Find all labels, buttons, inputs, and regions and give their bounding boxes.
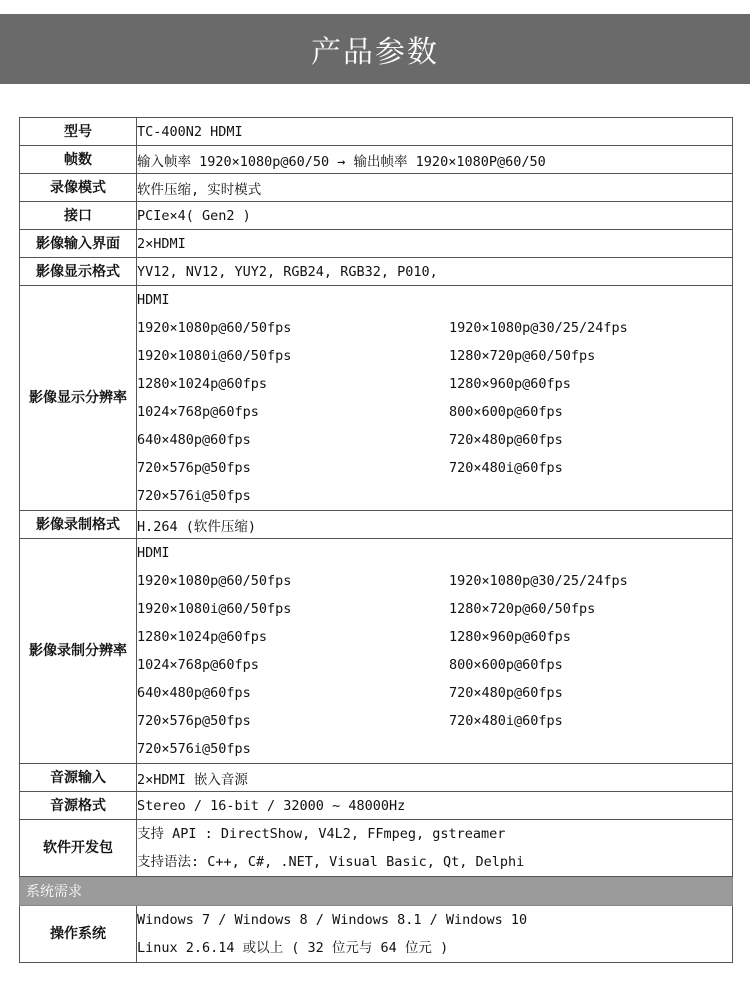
value-record-resolution xyxy=(137,539,733,764)
resolution-item: 1280×960p@60fps xyxy=(449,629,571,645)
row-display-resolution xyxy=(20,286,733,511)
label-record-mode: 录像模式 xyxy=(20,174,137,202)
os-linux-line: Linux 2.6.14 或以上 ( 32 位元与 64 位元 ) xyxy=(137,940,449,956)
label-audio-input: 音源输入 xyxy=(20,764,137,792)
value-audio-format: Stereo / 16-bit / 32000 ~ 48000Hz xyxy=(137,792,733,820)
resolution-item: 1920×1080p@30/25/24fps xyxy=(449,573,628,589)
row-audio-input xyxy=(20,764,733,792)
label-display-resolution: 影像显示分辨率 xyxy=(20,286,137,511)
resolution-item: 720×480i@60fps xyxy=(449,460,563,476)
value-interface: PCIe×4( Gen2 ) xyxy=(137,202,733,230)
value-sdk xyxy=(137,820,733,877)
resolution-item: 1280×960p@60fps xyxy=(449,376,571,392)
row-model xyxy=(20,118,733,146)
resolution-item: 720×576i@50fps xyxy=(137,488,251,504)
sdk-language-line: 支持语法: C++, C#, .NET, Visual Basic, Qt, Delphi xyxy=(137,854,525,870)
os-windows-line: Windows 7 / Windows 8 / Windows 8.1 / Windows 10 xyxy=(137,912,528,928)
resolution-item: 800×600p@60fps xyxy=(449,657,563,673)
resolution-item: 720×480p@60fps xyxy=(449,685,563,701)
value-video-input: 2×HDMI xyxy=(137,230,733,258)
resolution-item: 1280×720p@60/50fps xyxy=(449,348,596,364)
row-audio-format xyxy=(20,792,733,820)
resolution-item: 1920×1080p@60/50fps xyxy=(137,573,292,589)
label-video-input: 影像输入界面 xyxy=(20,230,137,258)
label-record-format: 影像录制格式 xyxy=(20,511,137,539)
resolution-item: 640×480p@60fps xyxy=(137,685,251,701)
value-model: TC-400N2 HDMI xyxy=(137,118,733,146)
resolution-item: 1280×720p@60/50fps xyxy=(449,601,596,617)
label-model: 型号 xyxy=(20,118,137,146)
value-audio-input: 2×HDMI 嵌入音源 xyxy=(137,764,733,792)
resolution-item: 720×576p@50fps xyxy=(137,460,251,476)
row-record-mode xyxy=(20,174,733,202)
section-header xyxy=(20,877,733,906)
sdk-api-line: 支持 API : DirectShow, V4L2, FFmpeg, gstreamer xyxy=(137,826,506,842)
resolution-empty xyxy=(449,482,732,510)
resolution-item: 800×600p@60fps xyxy=(449,404,563,420)
row-record-resolution xyxy=(20,539,733,764)
value-record-mode: 软件压缩, 实时模式 xyxy=(137,174,733,202)
value-display-format: YV12, NV12, YUY2, RGB24, RGB32, P010, xyxy=(137,258,733,286)
resolution-item: 1920×1080p@60/50fps xyxy=(137,320,292,336)
value-fps: 输入帧率 1920×1080p@60/50 → 输出帧率 1920×1080P@60/50 xyxy=(137,146,733,174)
resolution-heading: HDMI xyxy=(137,545,170,561)
page-title: 产品参数 xyxy=(311,35,439,70)
label-os: 操作系统 xyxy=(20,906,137,963)
value-record-format: H.264 (软件压缩) xyxy=(137,511,733,539)
resolution-grid xyxy=(137,314,732,510)
resolution-empty xyxy=(449,735,732,763)
resolution-heading: HDMI xyxy=(137,292,170,308)
resolution-item: 1920×1080p@30/25/24fps xyxy=(449,320,628,336)
resolution-item: 720×576p@50fps xyxy=(137,713,251,729)
resolution-item: 1280×1024p@60fps xyxy=(137,376,268,392)
row-video-input xyxy=(20,230,733,258)
resolution-item: 1280×1024p@60fps xyxy=(137,629,268,645)
label-fps: 帧数 xyxy=(20,146,137,174)
resolution-item: 1920×1080i@60/50fps xyxy=(137,348,292,364)
row-sdk xyxy=(20,820,733,877)
label-display-format: 影像显示格式 xyxy=(20,258,137,286)
resolution-item: 1024×768p@60fps xyxy=(137,404,259,420)
row-display-format xyxy=(20,258,733,286)
label-record-resolution: 影像录制分辨率 xyxy=(20,539,137,764)
row-interface xyxy=(20,202,733,230)
label-sdk: 软件开发包 xyxy=(20,820,137,877)
resolution-item: 1920×1080i@60/50fps xyxy=(137,601,292,617)
row-record-format xyxy=(20,511,733,539)
row-os xyxy=(20,906,733,963)
row-fps xyxy=(20,146,733,174)
label-interface: 接口 xyxy=(20,202,137,230)
page-banner xyxy=(0,14,750,84)
resolution-item: 1024×768p@60fps xyxy=(137,657,259,673)
resolution-item: 720×480p@60fps xyxy=(449,432,563,448)
section-title: 系统需求 xyxy=(20,877,733,906)
label-audio-format: 音源格式 xyxy=(20,792,137,820)
value-display-resolution xyxy=(137,286,733,511)
value-os xyxy=(137,906,733,963)
resolution-item: 640×480p@60fps xyxy=(137,432,251,448)
resolution-item: 720×576i@50fps xyxy=(137,741,251,757)
spec-table xyxy=(19,117,733,963)
resolution-grid xyxy=(137,567,732,763)
resolution-item: 720×480i@60fps xyxy=(449,713,563,729)
